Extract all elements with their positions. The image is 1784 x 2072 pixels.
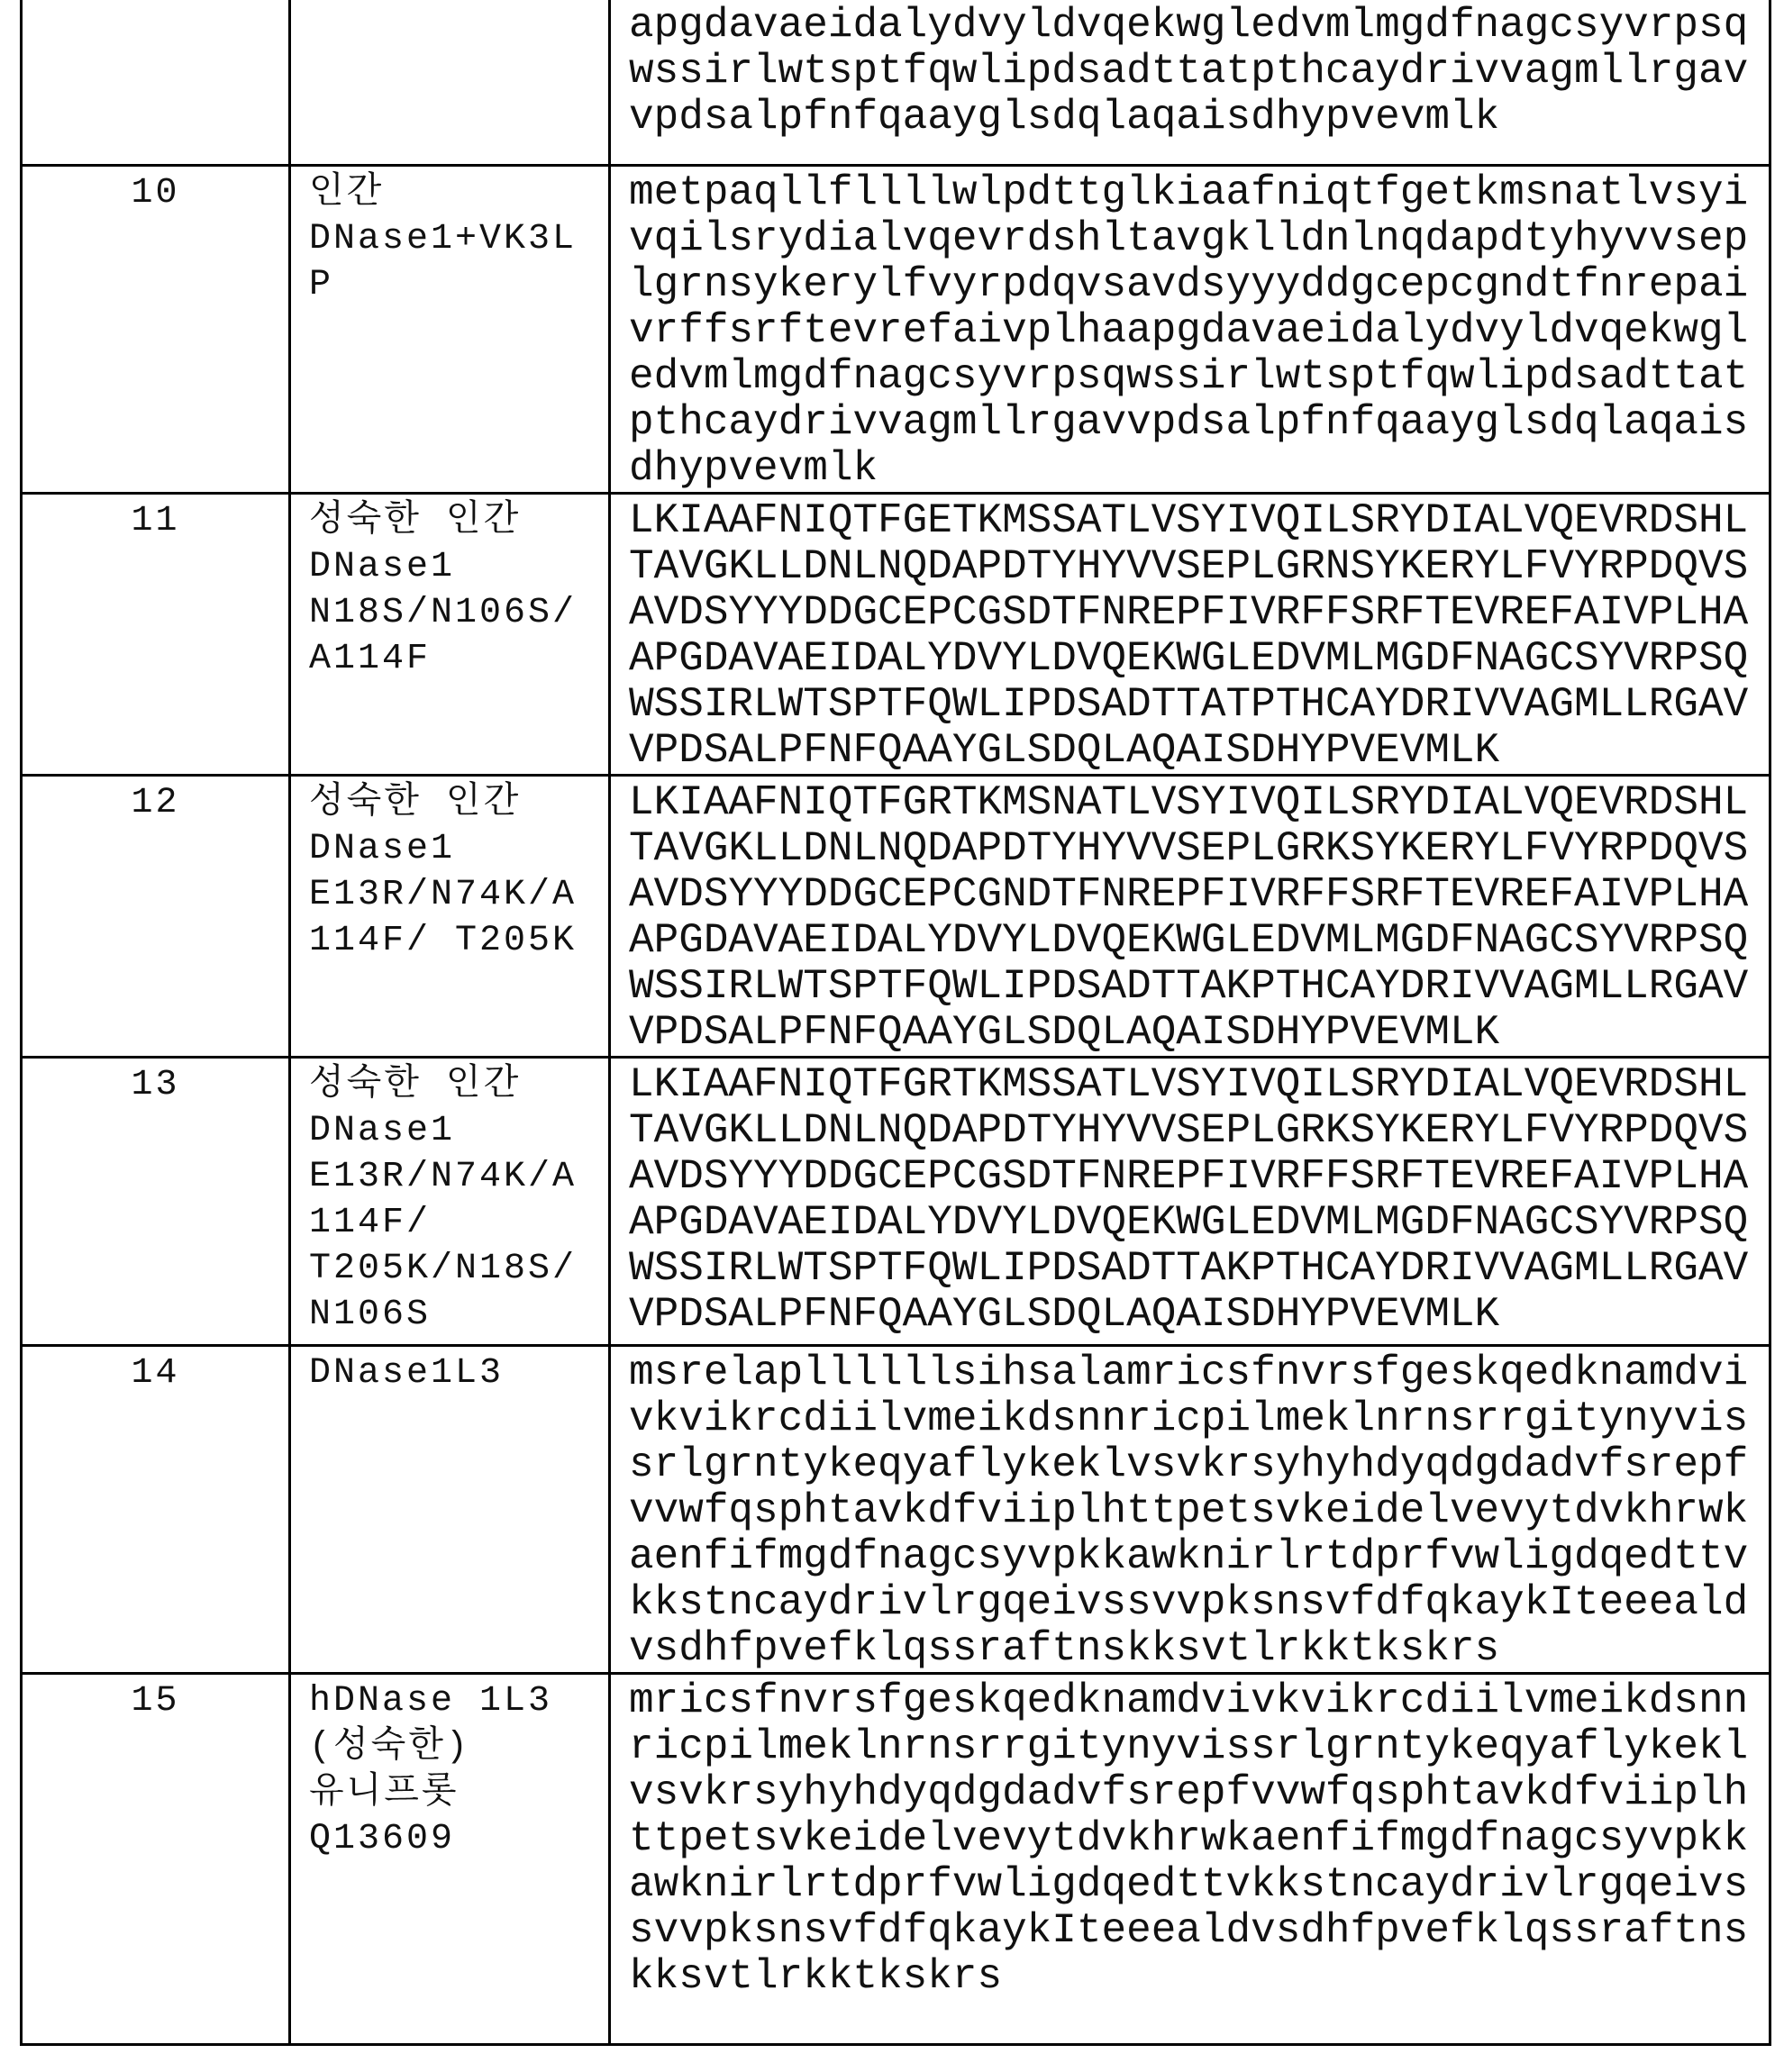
sequence-cell <box>610 1674 1770 2045</box>
sequence-line: ttpetsvkeidelvevytdvkhrwkaenfifmgdfnagcsyvpkk <box>629 1816 1769 1862</box>
description-cell: hDNase 1L3 (성숙한) 유니프롯 Q13609 <box>290 1674 610 2045</box>
sequence-line: vkvikrcdiilvmeikdsnnricpilmeklnrnsrrgitynyvis <box>629 1396 1769 1442</box>
sequence-cell <box>610 1058 1770 1346</box>
description-cell: 성숙한 인간 DNase1 N18S/N106S/ A114F <box>290 494 610 776</box>
sequence-line: TAVGKLLDNLNQDAPDTYHYVVSEPLGRKSYKERYLFVYRPDQVS <box>629 1108 1769 1154</box>
seq-id-cell: 11 <box>22 494 290 776</box>
sequence-line: dhypvevmlk <box>629 446 1769 492</box>
table-row <box>22 776 1770 1058</box>
sequence-line: edvmlmgdfnagcsyvrpsqwssirlwtsptfqwlipdsadttat <box>629 354 1769 400</box>
seq-id-cell <box>22 0 290 166</box>
sequence-line: WSSIRLWTSPTFQWLIPDSADTTAKPTHCAYDRIVVAGMLLRGAV <box>629 964 1769 1010</box>
seq-id-cell: 15 <box>22 1674 290 2045</box>
sequence-line: mricsfnvrsfgeskqedknamdvivkvikrcdiilvmeikdsnn <box>629 1678 1769 1724</box>
sequence-line: aenfifmgdfnagcsyvpkkawknirlrtdprfvwligdqedttv <box>629 1534 1769 1580</box>
sequence-line: msrelapllllllsihsalamricsfnvrsfgeskqedknamdvi <box>629 1350 1769 1396</box>
sequence-cell <box>610 1346 1770 1674</box>
description-cell: 성숙한 인간 DNase1 E13R/N74K/A 114F/ T205K/N18S/ N106S <box>290 1058 610 1346</box>
sequence-line: AVDSYYYDDGCEPCGSDTFNREPFIVRFFSRFTEVREFAIVPLHA <box>629 1154 1769 1200</box>
sequence-table <box>20 0 1771 2046</box>
description-cell: DNase1L3 <box>290 1346 610 1674</box>
seq-id-cell: 10 <box>22 166 290 494</box>
sequence-line: wssirlwtsptfqwlipdsadttatpthcaydrivvagmllrgav <box>629 49 1769 95</box>
sequence-cell <box>610 776 1770 1058</box>
seq-id-cell: 13 <box>22 1058 290 1346</box>
sequence-line: kksvtlrkktkskrs <box>629 1954 1769 2000</box>
sequence-line: VPDSALPFNFQAAYGLSDQLAQAISDHYPVEVMLK <box>629 728 1769 774</box>
sequence-table-body <box>22 0 1770 2045</box>
sequence-line: APGDAVAEIDALYDVYLDVQEKWGLEDVMLMGDFNAGCSYVRPSQ <box>629 1200 1769 1246</box>
sequence-cell <box>610 166 1770 494</box>
sequence-line: LKIAAFNIQTFGETKMSSATLVSYIVQILSRYDIALVQEVRDSHL <box>629 498 1769 544</box>
table-row <box>22 1674 1770 2045</box>
sequence-line: metpaqllfllllwlpdttglkiaafniqtfgetkmsnatlvsyi <box>629 170 1769 216</box>
sequence-line: vrffsrftevrefaivplhaapgdavaeidalydvyldvqekwgl <box>629 308 1769 354</box>
description-cell: 성숙한 인간 DNase1 E13R/N74K/A 114F/ T205K <box>290 776 610 1058</box>
sequence-line: lgrnsykerylfvyrpdqvsavdsyyyddgcepcgndtfnrepai <box>629 262 1769 308</box>
sequence-line: LKIAAFNIQTFGRTKMSNATLVSYIVQILSRYDIALVQEVRDSHL <box>629 780 1769 826</box>
sequence-line: VPDSALPFNFQAAYGLSDQLAQAISDHYPVEVMLK <box>629 1292 1769 1338</box>
sequence-line: awknirlrtdprfvwligdqedttvkkstncaydrivlrgqeivs <box>629 1862 1769 1908</box>
sequence-line: TAVGKLLDNLNQDAPDTYHYVVSEPLGRKSYKERYLFVYRPDQVS <box>629 826 1769 872</box>
description-cell: 인간 DNase1+VK3L P <box>290 166 610 494</box>
sequence-line: LKIAAFNIQTFGRTKMSSATLVSYIVQILSRYDIALVQEVRDSHL <box>629 1062 1769 1108</box>
table-row <box>22 1058 1770 1346</box>
sequence-line: vsvkrsyhyhdyqdgdadvfsrepfvvwfqsphtavkdfviiplh <box>629 1770 1769 1816</box>
sequence-cell <box>610 494 1770 776</box>
description-cell <box>290 0 610 166</box>
sequence-line: ricpilmeklnrnsrrgitynyvissrlgrntykeqyaflykekl <box>629 1724 1769 1770</box>
sequence-line: VPDSALPFNFQAAYGLSDQLAQAISDHYPVEVMLK <box>629 1010 1769 1056</box>
sequence-line: kkstncaydrivlrgqeivssvvpksnsvfdfqkaykIteeeald <box>629 1580 1769 1626</box>
table-row <box>22 166 1770 494</box>
sequence-line: WSSIRLWTSPTFQWLIPDSADTTAKPTHCAYDRIVVAGMLLRGAV <box>629 1246 1769 1292</box>
sequence-line: APGDAVAEIDALYDVYLDVQEKWGLEDVMLMGDFNAGCSYVRPSQ <box>629 636 1769 682</box>
sequence-line: TAVGKLLDNLNQDAPDTYHYVVSEPLGRNSYKERYLFVYRPDQVS <box>629 544 1769 590</box>
seq-id-cell: 12 <box>22 776 290 1058</box>
sequence-line: APGDAVAEIDALYDVYLDVQEKWGLEDVMLMGDFNAGCSYVRPSQ <box>629 918 1769 964</box>
sequence-line: pthcaydrivvagmllrgavvpdsalpfnfqaayglsdqlaqais <box>629 400 1769 446</box>
table-row <box>22 494 1770 776</box>
sequence-line: AVDSYYYDDGCEPCGSDTFNREPFIVRFFSRFTEVREFAIVPLHA <box>629 590 1769 636</box>
sequence-line: srlgrntykeqyaflykeklvsvkrsyhyhdyqdgdadvfsrepf <box>629 1442 1769 1488</box>
sequence-line: apgdavaeidalydvyldvqekwgledvmlmgdfnagcsyvrpsq <box>629 3 1769 49</box>
sequence-line: AVDSYYYDDGCEPCGNDTFNREPFIVRFFSRFTEVREFAIVPLHA <box>629 872 1769 918</box>
sequence-cell <box>610 0 1770 166</box>
sequence-line: vvwfqsphtavkdfviiplhttpetsvkeidelvevytdvkhrwk <box>629 1488 1769 1534</box>
sequence-line: WSSIRLWTSPTFQWLIPDSADTTATPTHCAYDRIVVAGMLLRGAV <box>629 682 1769 728</box>
seq-id-cell: 14 <box>22 1346 290 1674</box>
sequence-line: vqilsrydialvqevrdshltavgklldnlnqdapdtyhyvvsep <box>629 216 1769 262</box>
table-row <box>22 0 1770 166</box>
table-row <box>22 1346 1770 1674</box>
sequence-line: svvpksnsvfdfqkaykIteeealdvsdhfpvefklqssraftns <box>629 1908 1769 1954</box>
sequence-line: vsdhfpvefklqssraftnskksvtlrkktkskrs <box>629 1626 1769 1672</box>
sequence-line: vpdsalpfnfqaayglsdqlaqaisdhypvevmlk <box>629 95 1769 141</box>
